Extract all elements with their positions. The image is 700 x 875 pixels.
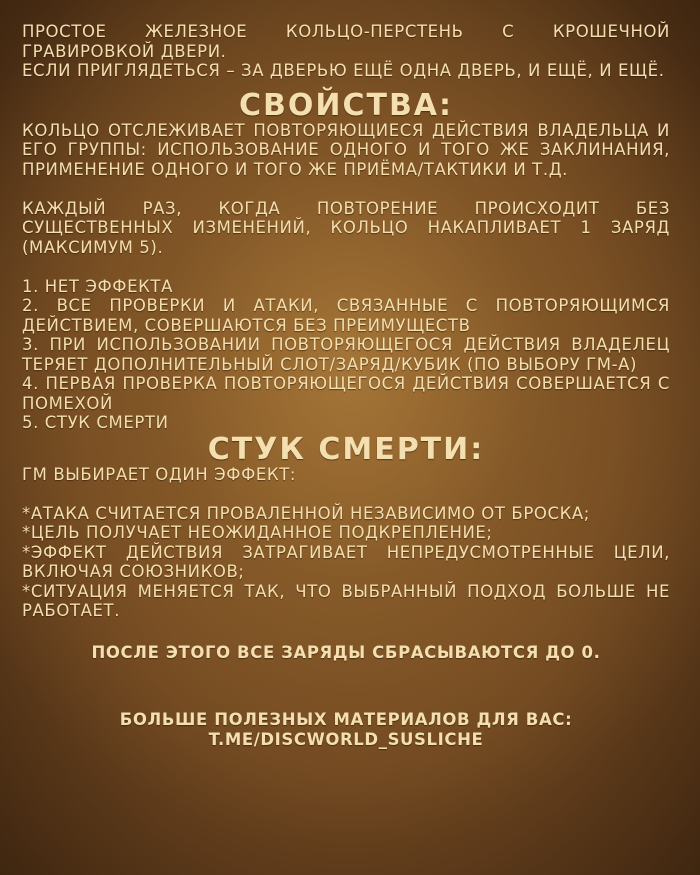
charge-level-5: 5. СТУК СМЕРТИ [22, 413, 169, 432]
spacer [22, 257, 670, 277]
charge-level-1: 1. НЕТ ЭФФЕКТА [22, 276, 173, 296]
intro-line-2: ЕСЛИ ПРИГЛЯДЕТЬСЯ – ЗА ДВЕРЬЮ ЕЩЁ ОДНА ДВЕРЬ, И ЕЩЁ, И ЕЩЁ. [22, 61, 665, 80]
promo-text: БОЛЬШЕ ПОЛЕЗНЫХ МАТЕРИАЛОВ ДЛЯ ВАС: [119, 710, 573, 729]
charges-text: КАЖДЫЙ РАЗ, КОГДА ПОВТОРЕНИЕ ПРОИСХОДИТ БЕЗ СУЩЕСТВЕННЫХ ИЗМЕНЕНИЙ, КОЛЬЦО НАКАПЛИВАЕТ 1 ЗАРЯД (МАКСИМУМ 5). [22, 198, 670, 257]
effect-item: *СИТУАЦИЯ МЕНЯЕТСЯ ТАК, ЧТО ВЫБРАННЫЙ ПОДХОД БОЛЬШЕ НЕ РАБОТАЕТ. [22, 581, 670, 620]
charge-level-4: 4. ПЕРВАЯ ПРОВЕРКА ПОВТОРЯЮЩЕГОСЯ ДЕЙСТВИЯ СОВЕРШАЕТСЯ С ПОМЕХОЙ [22, 374, 670, 413]
death-knock-heading: СТУК СМЕРТИ: [207, 431, 485, 467]
reset-note: ПОСЛЕ ЭТОГО ВСЕ ЗАРЯДЫ СБРАСЫВАЮТСЯ ДО 0. [91, 642, 601, 662]
charge-level-3: 3. ПРИ ИСПОЛЬЗОВАНИИ ПОВТОРЯЮЩЕГОСЯ ДЕЙСТВИЯ ВЛАДЕЛЕЦ ТЕРЯЕТ ДОПОЛНИТЕЛЬНЫЙ СЛОТ/ЗАРЯД/КУБИК (ПО ВЫБОРУ ГМ-А) [22, 335, 670, 374]
charge-level-2: 2. ВСЕ ПРОВЕРКИ И АТАКИ, СВЯЗАННЫЕ С ПОВТОРЯЮЩИМСЯ ДЕЙСТВИЕМ, СОВЕРШАЮТСЯ БЕЗ ПРЕИМУЩЕСТВ [22, 296, 670, 335]
promo-link[interactable]: T.ME/DISCWORLD_SUSLICHE [208, 729, 484, 749]
effect-item: *ЦЕЛЬ ПОЛУЧАЕТ НЕОЖИДАННОЕ ПОДКРЕПЛЕНИЕ; [22, 523, 493, 542]
intro-line-1: ПРОСТОЕ ЖЕЛЕЗНОЕ КОЛЬЦО-ПЕРСТЕНЬ С КРОШЕЧНОЙ ГРАВИРОВКОЙ ДВЕРИ. [22, 22, 670, 61]
spacer [22, 484, 670, 504]
effect-item: *ЭФФЕКТ ДЕЙСТВИЯ ЗАТРАГИВАЕТ НЕПРЕДУСМОТРЕННЫЕ ЦЕЛИ, ВКЛЮЧАЯ СОЮЗНИКОВ; [22, 542, 670, 581]
death-knock-choice: ГМ ВЫБИРАЕТ ОДИН ЭФФЕКТ: [22, 464, 297, 484]
death-knock-effects-list [22, 504, 670, 621]
properties-description: КОЛЬЦО ОТСЛЕЖИВАЕТ ПОВТОРЯЮЩИЕСЯ ДЕЙСТВИЯ ВЛАДЕЛЬЦА И ЕГО ГРУППЫ: ИСПОЛЬЗОВАНИЕ ОДНОГО И ТОГО ЖЕ ЗАКЛИНАНИЯ, ПРИМЕНЕНИЕ ОДНОГО И ТОГО ЖЕ ПРИЁМА/ТАКТИКИ И Т.Д. [22, 120, 670, 179]
effect-item: *АТАКА СЧИТАЕТСЯ ПРОВАЛЕННОЙ НЕЗАВИСИМО ОТ БРОСКА; [22, 503, 590, 523]
charge-levels-list [22, 277, 670, 433]
properties-heading: СВОЙСТВА: [238, 87, 454, 123]
spacer [22, 179, 670, 199]
